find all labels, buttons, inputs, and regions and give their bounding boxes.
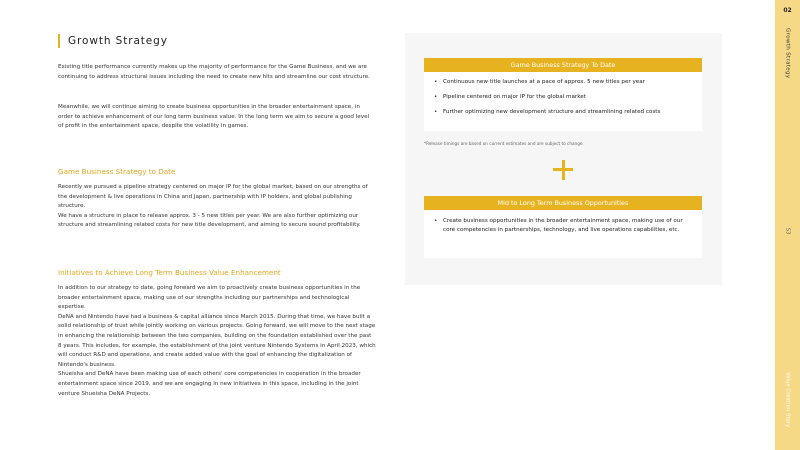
section-heading-initiatives: Initiatives to Achieve Long Term Business Value Enhancement xyxy=(58,268,281,277)
bullet-icon: • xyxy=(434,109,438,115)
bullet-text: Pipeline centered on major IP for the global market xyxy=(443,94,586,100)
section-label: Growth Strategy xyxy=(784,28,791,79)
list-item xyxy=(434,78,692,86)
bullet-icon: • xyxy=(434,94,438,100)
page-title: Growth Strategy xyxy=(68,35,168,47)
section2-text-2: DeNA and Nintendo have had a business & capital alliance since March 2015. During that time, we have built a solid relationship of trust while jointly working on various projects. Going forward, we will move to the next stage in enhancing the relationship between the two companies, building on the foundation established over the past 8 years. This includes, for example, the establishment of the joint venture Nintendo Systems in April 2023, which will conduct R&D and operations, and create added value with the goal of enhancing the digitalization of Nintendo's business. xyxy=(58,313,376,368)
sidebar xyxy=(775,0,800,450)
list-item xyxy=(434,217,692,236)
strategy-box-title: Game Business Strategy To Date xyxy=(424,58,702,72)
intro-text-2: Meanwhile, we will continue aiming to create business opportunities in the broader entertainment space, in order to achieve enhancement of our long term business value. In the long term we aim to secure a good level of profit in the entertainment space, despite the volatility in games. xyxy=(58,104,370,130)
bullet-text: Create business opportunities in the broader entertainment space, making use of our core competencies in partnerships, technology, and live operations capabilities, etc. xyxy=(443,218,683,234)
section-number: 02 xyxy=(783,7,792,14)
section2-text-1: In addition to our strategy to date, going forward we aim to proactively create business opportunities in the broader entertainment space, making use of our strengths including our partnerships and technological expertise. xyxy=(58,285,361,311)
release-note: *Release timings are based on current estimates and are subject to change. xyxy=(424,141,584,146)
section-body-initiatives xyxy=(58,284,376,399)
bullet-text: Further optimizing new development structure and streamlining related costs xyxy=(443,109,661,115)
footer-label: Value Creation Story xyxy=(784,372,791,428)
intro-text-1: Existing title performance currently makes up the majority of performance for the Game Business, and we are continuing to address structural issues including the need to create new hits and streamline our cost structure. xyxy=(58,64,370,80)
list-item xyxy=(434,108,692,116)
section2-text-3: Shueisha and DeNA have been making use of each others' core competencies in cooperation in the broader entertainment space since 2019, and we are engaging in new initiatives in this space, including in the joint venture Shueisha DeNA Projects. xyxy=(58,371,361,397)
section1-text-2: We have a structure in place to release approx. 3 - 5 new titles per year. We are also further optimizing our structure and streamlining related costs for new title development, and aiming to secure sound profitability. xyxy=(58,212,361,229)
bullet-icon: • xyxy=(434,218,438,224)
section1-text-1: Recently we pursued a pipeline strategy centered on major IP for the global market, based on our strengths of the development & live operations in China and Japan, partnership with IP holders, and global publishing structure. xyxy=(58,184,368,210)
section-heading-strategy: Game Business Strategy to Date xyxy=(58,167,176,176)
opportunities-box-title: Mid to Long Term Business Opportunities xyxy=(424,196,702,210)
intro-paragraph-1 xyxy=(58,63,376,82)
intro-paragraph-2 xyxy=(58,103,376,132)
opportunities-box xyxy=(424,210,702,258)
section-body-strategy xyxy=(58,183,376,231)
title-block xyxy=(58,34,168,48)
list-item xyxy=(434,93,692,101)
plus-icon xyxy=(553,160,573,180)
strategy-panel xyxy=(405,33,722,285)
title-accent-bar xyxy=(58,34,60,48)
bullet-text: Continuous new title launches at a pace of approx. 5 new titles per year xyxy=(443,79,645,85)
bullet-icon: • xyxy=(434,79,438,85)
strategy-box xyxy=(424,72,702,131)
page-number: 53 xyxy=(784,228,791,235)
